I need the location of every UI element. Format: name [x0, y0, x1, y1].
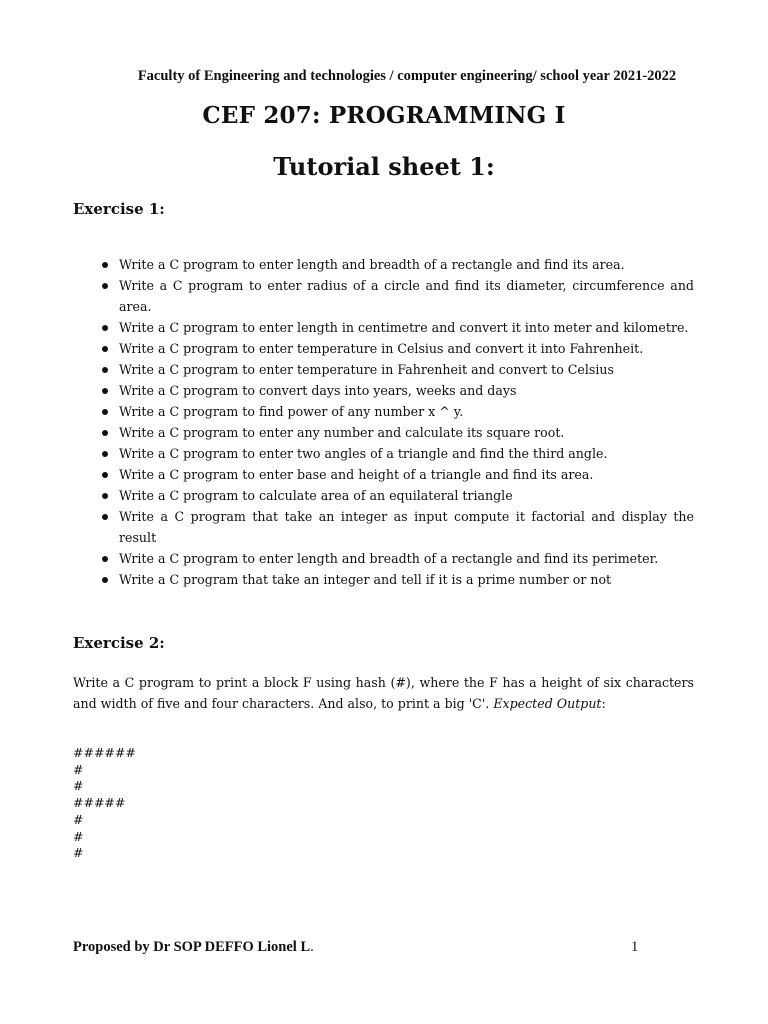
faculty-header: Faculty of Engineering and technologies / computer engineering/ school year 2021-2022 [137, 68, 677, 84]
list-item-text: Write a C program to calculate area of an equilateral triangle [119, 488, 513, 503]
list-item-text: Write a C program to enter any number and calculate its square root. [119, 425, 565, 440]
exercise-2-paragraph [73, 672, 694, 714]
list-item-text: Write a C program that take an integer and tell if it is a prime number or not [119, 572, 612, 587]
list-item-text: Write a C program to enter radius of a circle and find its diameter, circumference and area. [119, 278, 694, 314]
list-item-text: Write a C program to enter length in centimetre and convert it into meter and kilometre. [119, 320, 689, 335]
footer-author [73, 939, 314, 956]
bullet-icon [102, 493, 108, 499]
exercise-2-heading: Exercise 2: [73, 634, 165, 652]
footer-author-period: . [310, 939, 314, 955]
sheet-title: Tutorial sheet 1: [273, 152, 495, 181]
bullet-icon [102, 283, 108, 289]
bullet-icon [102, 325, 108, 331]
bullet-icon [102, 409, 108, 415]
expected-output-label: Expected Output [493, 696, 602, 711]
bullet-icon [102, 451, 108, 457]
list-item [73, 464, 694, 485]
list-item-text: Write a C program to enter two angles of a triangle and find the third angle. [119, 446, 608, 461]
list-item [73, 422, 694, 443]
list-item [73, 359, 694, 380]
list-item-text: Write a C program to convert days into years, weeks and days [119, 383, 517, 398]
bullet-icon [102, 367, 108, 373]
exercise-2-text: Write a C program to print a block F using hash (#), where the F has a height of six characters and width of five and four characters. And also, to print a big 'C'. [73, 675, 694, 711]
bullet-icon [102, 556, 108, 562]
list-item-text: Write a C program to find power of any number x ^ y. [119, 404, 464, 419]
output-line: # [73, 761, 84, 777]
bullet-icon [102, 388, 108, 394]
list-item [73, 569, 694, 590]
page-number: 1 [631, 939, 639, 955]
list-item-text: Write a C program to enter length and breadth of a rectangle and find its area. [119, 257, 625, 272]
output-line: # [73, 778, 84, 794]
list-item [73, 485, 694, 506]
list-item-text: Write a C program to enter temperature in Celsius and convert it into Fahrenheit. [119, 341, 644, 356]
bullet-icon [102, 577, 108, 583]
list-item-text: Write a C program to enter temperature in Fahrenheit and convert to Celsius [119, 362, 614, 377]
output-line: # [73, 845, 84, 861]
course-title: CEF 207: PROGRAMMING I [202, 102, 566, 129]
list-item-text: Write a C program that take an integer as input compute it factorial and display the result [119, 509, 694, 545]
list-item [73, 506, 694, 548]
list-item [73, 275, 694, 317]
bullet-icon [102, 262, 108, 268]
output-line: # [73, 811, 84, 827]
output-line: ##### [73, 795, 126, 811]
expected-output-block [73, 745, 136, 862]
bullet-icon [102, 430, 108, 436]
list-item-text: Write a C program to enter length and breadth of a rectangle and find its perimeter. [119, 551, 659, 566]
list-item [73, 254, 694, 275]
bullet-icon [102, 346, 108, 352]
exercise-1-heading: Exercise 1: [73, 200, 165, 218]
list-item [73, 548, 694, 569]
list-item-text: Write a C program to enter base and height of a triangle and find its area. [119, 467, 594, 482]
list-item [73, 317, 694, 338]
bullet-icon [102, 472, 108, 478]
output-line: # [73, 828, 84, 844]
bullet-icon [102, 514, 108, 520]
output-line: ###### [73, 745, 136, 760]
list-item [73, 380, 694, 401]
footer-author-name: Proposed by Dr SOP DEFFO Lionel L [73, 939, 311, 955]
exercise-1-list [73, 254, 694, 590]
list-item [73, 338, 694, 359]
expected-output-colon: : [601, 696, 606, 711]
list-item [73, 443, 694, 464]
list-item [73, 401, 694, 422]
